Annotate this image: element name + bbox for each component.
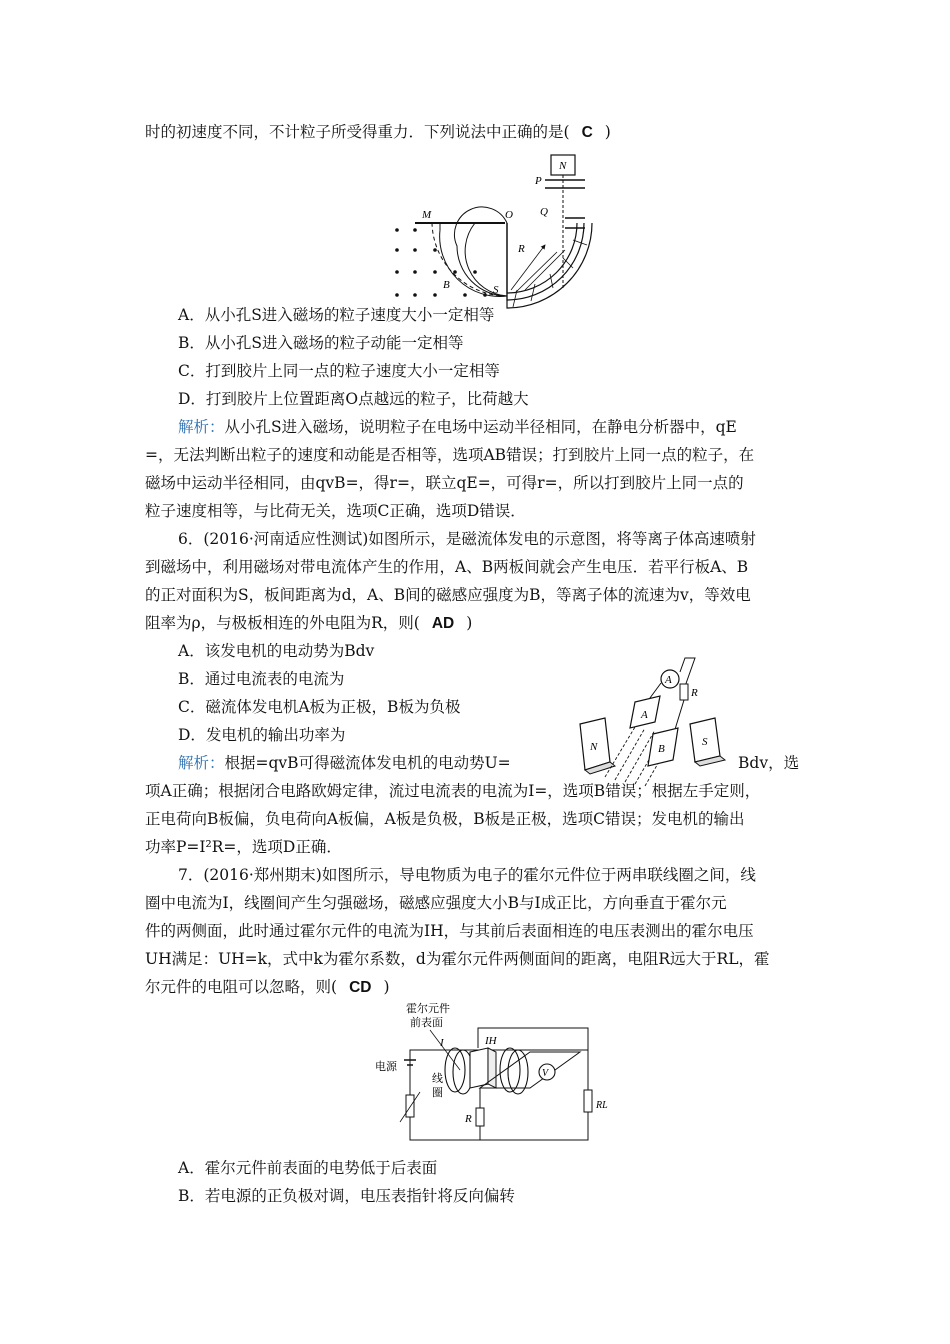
figure-hall-circuit xyxy=(370,1000,615,1155)
answer-q7: CD xyxy=(349,979,372,996)
label-coil-1: 线 xyxy=(432,1073,443,1085)
analysis-6-line1 xyxy=(178,753,511,773)
analysis-5-line2: =，无法判断出粒子的速度和动能是否相等，选项AB错误；打到胶片上同一点的粒子，在 xyxy=(145,446,755,464)
label-M: M xyxy=(422,209,432,221)
question-6-line2: 到磁场中，利用磁场对带电流体产生的作用，A、B两板间就会产生电压．若平行板A、B xyxy=(145,558,749,576)
field-dots xyxy=(395,228,487,297)
question-7-line4: UH满足：UH=k，式中k为霍尔系数，d为霍尔元件两侧面间的距离，电阻R远大于RL，霍 xyxy=(145,950,770,968)
question-6-line3: 的正对面积为S，板间距离为d，A、B间的磁感应强度为B，等离子体的流速为v，等效电 xyxy=(145,586,751,604)
label-S: S xyxy=(493,284,499,296)
label-R: R xyxy=(691,687,698,699)
stem-text: 时的初速度不同，不计粒子所受得重力．下列说法中正确的是( xyxy=(145,123,570,141)
analysis-text: 根据=qvB可得磁流体发电机的电动势U= xyxy=(224,754,511,772)
label-power-source: 电源 xyxy=(375,1061,397,1073)
option-5b: B．从小孔S进入磁场的粒子动能一定相等 xyxy=(178,334,464,352)
label-S: S xyxy=(702,736,708,748)
question-7-line1: 7．(2016·郑州期末)如图所示，导电物质为电子的霍尔元件位于两串联线圈之间，线 xyxy=(178,866,756,884)
stem-paren: ) xyxy=(604,123,611,141)
option-7a: A．霍尔元件前表面的电势低于后表面 xyxy=(178,1159,438,1177)
analysis-6-line4: 功率P=I²R=，选项D正确． xyxy=(145,838,342,856)
label-IH: IH xyxy=(485,1035,497,1047)
resistor-R xyxy=(680,684,688,700)
label-N: N xyxy=(559,160,567,172)
option-6b: B．通过电流表的电流为 xyxy=(178,670,345,688)
analysis-6-line1-tail: Bdv，选 xyxy=(738,754,800,772)
label-front-surface: 前表面 xyxy=(410,1017,443,1029)
label-B: B xyxy=(443,279,450,291)
stem-paren: ) xyxy=(466,614,473,632)
analysis-5-line4: 粒子速度相等，与比荷无关，选项C正确，选项D错误． xyxy=(145,502,526,520)
question-7-line5 xyxy=(145,977,390,998)
hall-element xyxy=(470,1048,488,1088)
figure-mhd-generator xyxy=(575,652,750,802)
analysis-5-line1 xyxy=(178,417,737,437)
label-I: I xyxy=(440,1037,444,1049)
analysis-label: 解析： xyxy=(178,418,225,436)
stem-paren: ) xyxy=(383,978,390,996)
stem-text: 阻率为ρ，与极板相连的外电阻为R，则( xyxy=(145,614,420,632)
label-B-plate: B xyxy=(658,743,665,755)
option-5d: D．打到胶片上位置距离O点越远的粒子，比荷越大 xyxy=(178,390,529,408)
figure-mass-spectrometer xyxy=(385,150,615,310)
label-R: R xyxy=(518,243,525,255)
option-6a: A．该发电机的电动势为Bdv xyxy=(178,642,375,660)
label-ammeter: A xyxy=(665,674,672,686)
analysis-label: 解析： xyxy=(178,754,225,772)
question-7-line3: 件的两侧面，此时通过霍尔元件的电流为IH，与其前后表面相连的电压表测出的霍尔电压 xyxy=(145,922,754,940)
option-7b: B．若电源的正负极对调，电压表指针将反向偏转 xyxy=(178,1187,515,1205)
question-6-line4 xyxy=(145,613,472,634)
option-5a: A．从小孔S进入磁场的粒子速度大小一定相等 xyxy=(178,306,495,324)
answer-q6: AD xyxy=(431,615,455,632)
analysis-6-line2: 项A正确；根据闭合电路欧姆定律，流过电流表的电流为I=，选项B错误；根据左手定则， xyxy=(145,782,761,800)
analysis-6-line3: 正电荷向B板偏，负电荷向A板偏，A板是负极，B板是正极，选项C错误；发电机的输出 xyxy=(145,810,745,828)
label-V: V xyxy=(542,1068,549,1079)
label-A-plate: A xyxy=(641,709,648,721)
label-coil-2: 圈 xyxy=(432,1087,443,1099)
label-RL: RL xyxy=(596,1100,608,1111)
resistor-R xyxy=(476,1108,484,1126)
label-Q: Q xyxy=(540,206,548,218)
analysis-text: 从小孔S进入磁场，说明粒子在电场中运动半径相同，在静电分析器中，qE xyxy=(224,418,737,436)
stem-text: 尔元件的电阻可以忽略，则( xyxy=(145,978,338,996)
question-stem-tail xyxy=(145,122,611,143)
resistor-RL xyxy=(584,1090,592,1112)
question-6-line1: 6．(2016·河南适应性测试)如图所示，是磁流体发电的示意图，将等离子体高速喷射 xyxy=(178,530,756,548)
question-7-line2: 圈中电流为I，线圈间产生匀强磁场，磁感应强度大小B与I成正比，方向垂直于霍尔元 xyxy=(145,894,727,912)
option-6d: D．发电机的输出功率为 xyxy=(178,726,346,744)
label-N: N xyxy=(590,741,598,753)
label-R: R xyxy=(465,1113,472,1125)
label-hall-element: 霍尔元件 xyxy=(406,1003,450,1015)
answer-q5: C xyxy=(581,124,593,141)
analysis-5-line3: 磁场中运动半径相同，由qvB=，得r=，联立qE=，可得r=，所以打到胶片上同一点的 xyxy=(145,474,744,492)
label-O: O xyxy=(505,209,513,221)
option-5c: C．打到胶片上同一点的粒子速度大小一定相等 xyxy=(178,362,500,380)
option-6c: C．磁流体发电机A板为正极，B板为负极 xyxy=(178,698,461,716)
label-P: P xyxy=(535,175,542,187)
rheostat xyxy=(406,1095,414,1117)
